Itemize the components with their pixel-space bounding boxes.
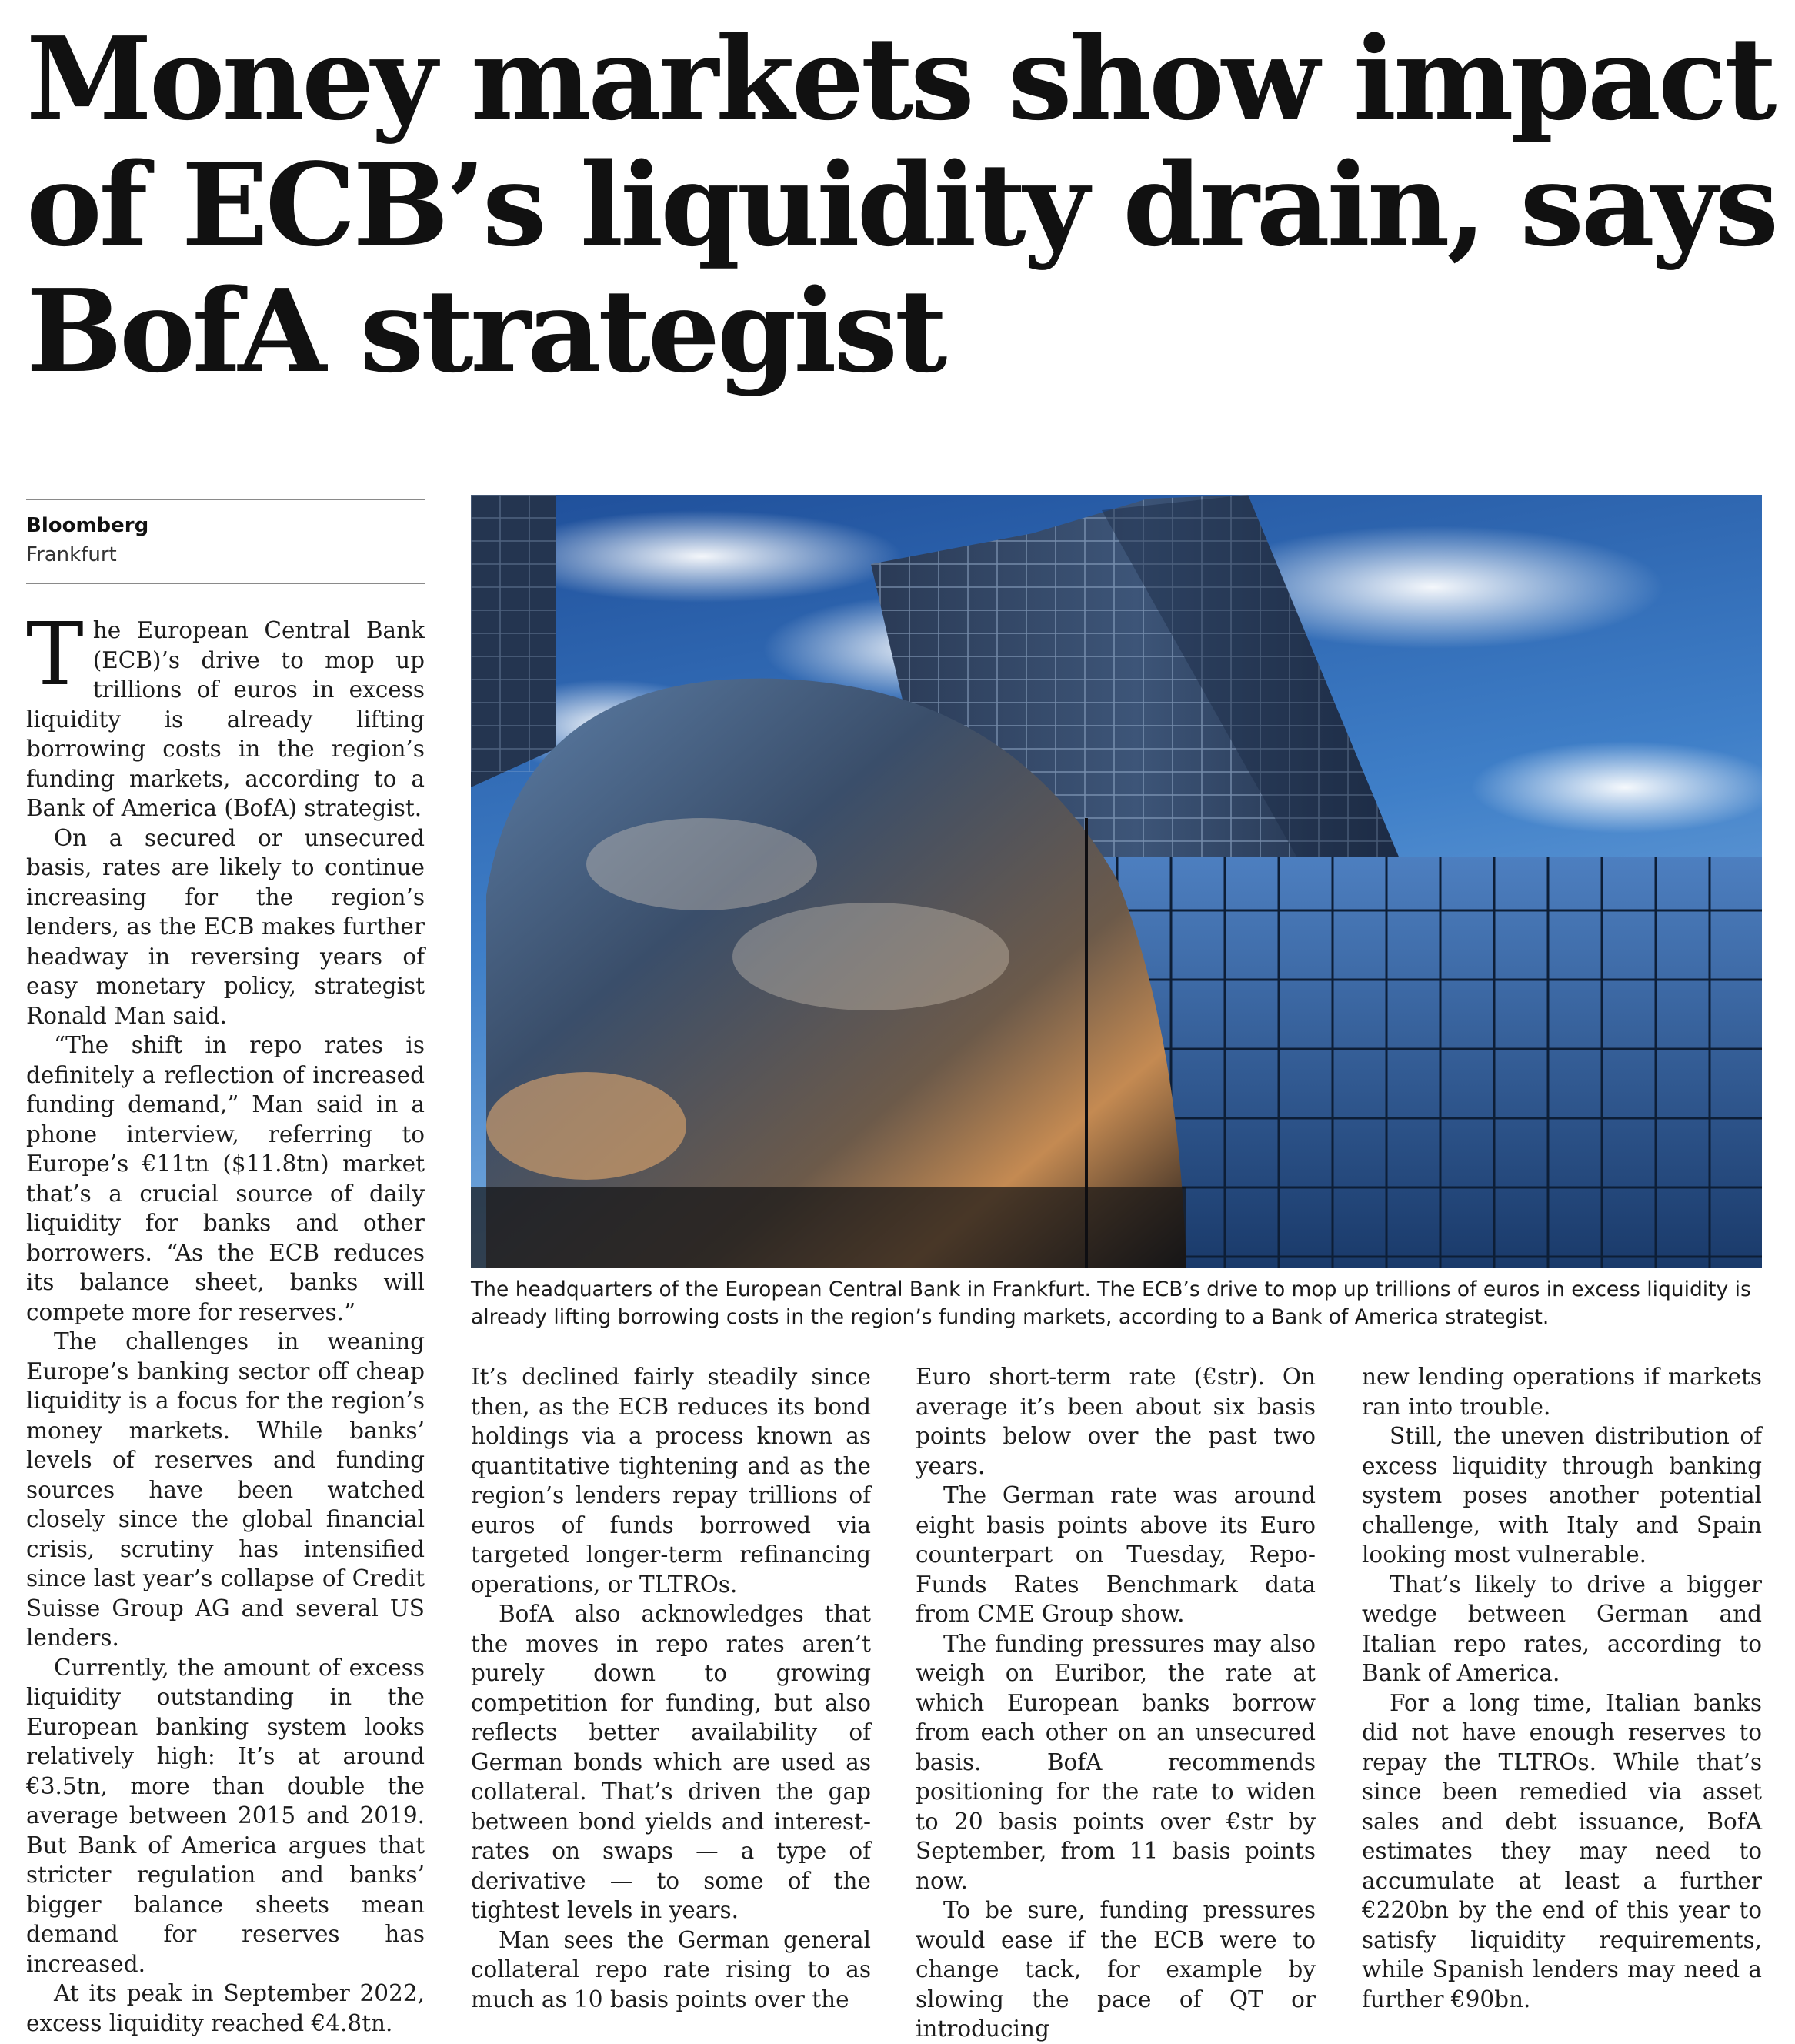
ecb-headquarters-photo bbox=[471, 495, 1762, 1268]
article-paragraph: Euro short-term rate (€str). On average it’s been about six basis points below over the past two years. bbox=[916, 1364, 1316, 1479]
byline-location: Frankfurt bbox=[26, 543, 117, 566]
article-paragraph: Man sees the German general collateral repo rate rising to as much as 10 basis points over the bbox=[471, 1926, 871, 2012]
headline: Money markets show impact of ECB’s liquidity drain, says BofA strategist bbox=[26, 12, 1777, 398]
article-paragraph: To be sure, funding pressures would ease if the ECB were to change tack, for example by slowing the pace of QT or introducing bbox=[916, 1897, 1316, 2042]
byline-organization: Bloomberg bbox=[26, 514, 149, 537]
article-column-1 bbox=[26, 605, 425, 2036]
article-paragraph: BofA also acknowledges that the moves in repo rates aren’t purely down to growing competition for funding, but also reflects better availability of German bonds which are used as collateral. That’s driven the gap between bond yields and interest-rates on swaps — a type of derivative — to some of the tightest levels in years. bbox=[471, 1601, 871, 1923]
article-paragraph: On a secured or unsecured basis, rates are likely to continue increasing for the region’s lenders, as the ECB makes further headway in reversing years of easy monetary policy, strategist Ronald Man said. bbox=[26, 824, 425, 1029]
article-paragraph: It’s declined fairly steadily since then, as the ECB reduces its bond holdings via a process known as quantitative tightening and as the region’s lenders repay trillions of euros of funds borrowed via targeted longer-term refinancing operations, or TLTROs. bbox=[471, 1364, 871, 1598]
article-paragraph: Currently, the amount of excess liquidity outstanding in the European banking system looks relatively high: It’s at around €3.5tn, more than double the average between 2015 and 2019. But Bank of America argues that stricter regulation and banks’ bigger balance sheets mean demand for reserves has increased. bbox=[26, 1654, 425, 1977]
article-column-2 bbox=[471, 1362, 871, 2014]
article-paragraph: That’s likely to drive a bigger wedge between German and Italian repo rates, according to Bank of America. bbox=[1362, 1571, 1762, 1686]
article-paragraph: The European Central Bank (ECB)’s drive to mop up trillions of euros in excess liquidity is already lifting borrowing costs in the region’s funding markets, according to a Bank of America (BofA) strategist. bbox=[26, 605, 425, 821]
article-column-3 bbox=[916, 1362, 1316, 2044]
article-column-4 bbox=[1362, 1362, 1762, 2014]
article-paragraph: At its peak in September 2022, excess liquidity reached €4.8tn. bbox=[26, 1980, 425, 2036]
photo-caption: The headquarters of the European Central Bank in Frankfurt. The ECB’s drive to mop up trillions of euros in excess liquidity is already lifting borrowing costs in the region’s funding markets, according to a Bank of America strategist. bbox=[471, 1278, 1751, 1329]
article-paragraph: Still, the uneven distribution of excess liquidity through banking system poses another potential challenge, with Italy and Spain looking most vulnerable. bbox=[1362, 1423, 1762, 1568]
drop-cap: T bbox=[26, 605, 84, 705]
photo-illustration bbox=[471, 495, 1762, 1268]
article-paragraph: The funding pressures may also weigh on Euribor, the rate at which European banks borrow from each other on an unsecured basis. BofA recommends positioning for the rate to widen to 20 basis points over €str by September, from 11 basis points now. bbox=[916, 1630, 1316, 1894]
article-paragraph: new lending operations if markets ran into trouble. bbox=[1362, 1364, 1762, 1420]
byline-bottom-rule bbox=[26, 583, 425, 584]
byline-top-rule bbox=[26, 499, 425, 500]
article-paragraph: The German rate was around eight basis points above its Euro counterpart on Tuesday, Repo-Funds Rates Benchmark data from CME Group show. bbox=[916, 1482, 1316, 1627]
article-paragraph: “The shift in repo rates is definitely a reflection of increased funding demand,” Man said in a phone interview, referring to Europe’s €11tn ($11.8tn) market that’s a crucial source of daily liquidity for banks and other borrowers. “As the ECB reduces its balance sheet, banks will compete more for reserves.” bbox=[26, 1032, 425, 1325]
article-paragraph: For a long time, Italian banks did not have enough reserves to repay the TLTROs. While that’s since been remedied via asset sales and debt issuance, BofA estimates they may need to accumulate at least a further €220bn by the end of this year to satisfy liquidity requirements, while Spanish lenders may need a further €90bn. bbox=[1362, 1689, 1762, 2012]
article-paragraph: The challenges in weaning Europe’s banking sector off cheap liquidity is a focus for the region’s money markets. While banks’ levels of reserves and funding sources have been watched closely since the global financial crisis, scrutiny has intensified since last year’s collapse of Credit Suisse Group AG and several US lenders. bbox=[26, 1328, 425, 1651]
